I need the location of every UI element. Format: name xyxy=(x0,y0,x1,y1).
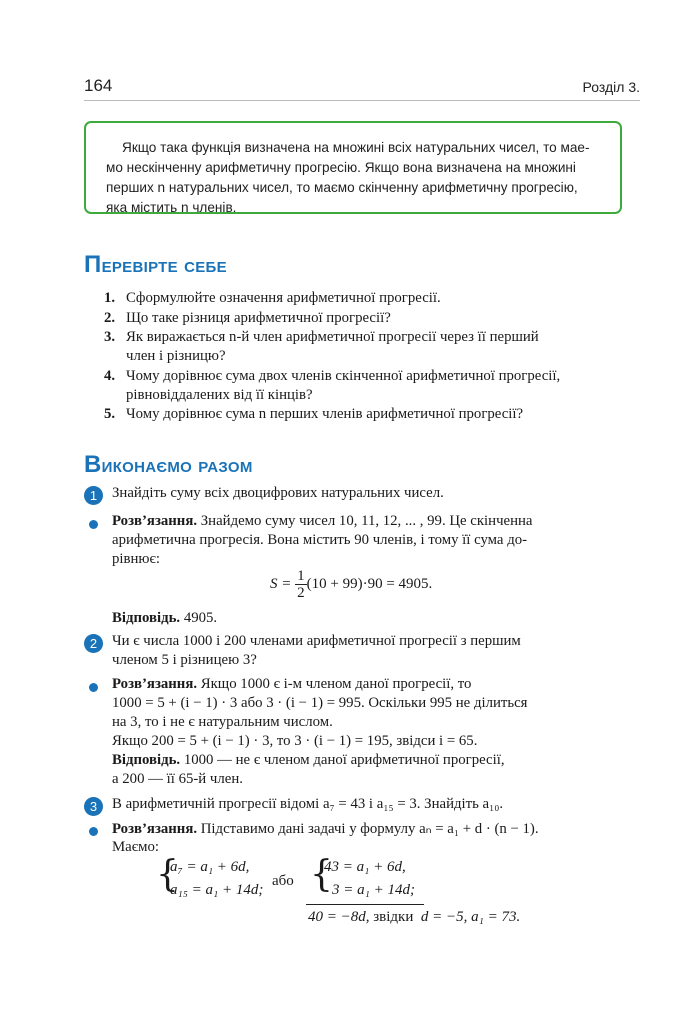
solution-text: Знайдемо суму чисел 10, 11, 12, ... , 99. Це скінченна xyxy=(197,513,533,529)
question-item xyxy=(104,308,391,328)
result-equation: 40 = −8d, xyxy=(308,909,370,925)
question-item xyxy=(104,288,441,308)
formula-lhs: S = xyxy=(270,575,292,592)
note-line: мо нескінченну арифметичну прогресію. Якщо вона визначена на множині xyxy=(106,160,576,175)
question-number: 4. xyxy=(104,368,116,384)
solution-line: арифметична прогресія. Вона містить 90 членів, і тому її сума до- xyxy=(112,532,528,548)
question-text: Як виражається n-й член арифметичної прогресії через її перший xyxy=(126,329,539,345)
note-line: яка містить n членів. xyxy=(106,200,237,215)
result-word: звідки xyxy=(369,909,414,925)
answer-line: а 200 — її 65-й член. xyxy=(112,771,243,787)
solution-line: 1000 = 5 + (i − 1) · 3 або 3 · (i − 1) = 995. Оскільки 995 не ділиться xyxy=(112,695,528,711)
heading-initial: В xyxy=(84,451,102,478)
solution-line xyxy=(112,820,539,838)
or-word: або xyxy=(272,873,294,889)
solution-label: Розв’язання. xyxy=(112,513,198,529)
answer-line xyxy=(112,752,505,769)
solution-line xyxy=(112,513,533,530)
question-item xyxy=(104,404,523,424)
solution-text: Підставимо дані задачі у формулу aₙ = a₁ + d · (n − 1). xyxy=(197,821,539,837)
heading-rest: еревірте себе xyxy=(101,254,227,277)
question-number: 1. xyxy=(104,290,116,306)
example-number-badge: 1 xyxy=(84,486,103,505)
question-number: 2. xyxy=(104,310,116,326)
fraction-denominator: 2 xyxy=(297,585,305,601)
do-together-heading xyxy=(84,451,253,479)
solution-line: рівнює: xyxy=(112,551,160,567)
result-values: d = −5, a₁ = 73. xyxy=(420,909,521,925)
example-task: Знайдіть суму всіх двоцифрових натуральних чисел. xyxy=(112,485,444,501)
fraction xyxy=(295,568,307,601)
note-line: перших n натуральних чисел, то маємо скінченну арифметичну прогресію, xyxy=(106,180,578,195)
solution-bullet-icon xyxy=(89,520,98,529)
example-task: Чи є числа 1000 і 200 членами арифметичної прогресії з першим xyxy=(112,633,521,649)
solution-line: на 3, то i не є натуральним числом. xyxy=(112,714,333,730)
solution-line xyxy=(112,676,471,693)
solution-line: Маємо: xyxy=(112,839,159,855)
example-number-badge: 3 xyxy=(84,797,103,816)
solution-label: Розв’язання. xyxy=(112,676,198,692)
answer-line xyxy=(112,610,217,627)
answer-label: Відповідь. xyxy=(112,752,181,768)
solution-bullet-icon xyxy=(89,683,98,692)
note-line: Якщо така функція визначена на множині всіх натуральних чисел, то мае- xyxy=(122,140,590,155)
question-number: 3. xyxy=(104,329,116,345)
system-brace: { xyxy=(156,854,179,895)
question-text: Чому дорівнює сума n перших членів арифметичної прогресії? xyxy=(126,406,524,422)
sum-formula xyxy=(270,568,432,601)
header-divider xyxy=(84,100,640,101)
subtraction-line xyxy=(306,904,424,905)
example-task: членом 5 і різницею 3? xyxy=(112,652,257,668)
solution-bullet-icon xyxy=(89,827,98,836)
question-text: Чому дорівнює сума двох членів скінченної арифметичної прогресії, xyxy=(126,368,561,384)
system-equation: 3 = a₁ + 14d; xyxy=(332,882,415,898)
answer-value: 1000 — не є членом даної арифметичної прогресії, xyxy=(180,752,505,768)
example-task: В арифметичній прогресії відомі a₇ = 43 і a₁₅ = 3. Знайдіть a₁₀. xyxy=(112,796,504,812)
check-yourself-heading xyxy=(84,251,227,279)
system-equation: a₇ = a₁ + 6d, xyxy=(170,859,250,875)
page-number: 164 xyxy=(84,76,113,95)
question-text: Що таке різниця арифметичної прогресії? xyxy=(126,310,391,326)
formula-rhs: (10 + 99)·90 = 4905. xyxy=(306,575,433,592)
system-equation: a₁₅ = a₁ + 14d; xyxy=(170,882,264,898)
solution-line: Якщо 200 = 5 + (i − 1) · 3, то 3 · (i − 1) = 195, звідси i = 65. xyxy=(112,733,478,749)
fraction-numerator: 1 xyxy=(297,568,305,584)
solution-label: Розв’язання. xyxy=(112,821,198,837)
question-item xyxy=(104,366,560,386)
system-equation: 43 = a₁ + 6d, xyxy=(324,859,406,875)
question-number: 5. xyxy=(104,406,116,422)
system-result xyxy=(308,909,520,926)
question-text-cont: рівновіддалених від її кінців? xyxy=(126,387,313,403)
heading-rest: иконаємо разом xyxy=(101,454,253,477)
definition-note-box xyxy=(84,121,622,214)
heading-initial: П xyxy=(84,251,102,278)
answer-label: Відповідь. xyxy=(112,610,181,626)
section-label: Розділ 3. xyxy=(582,79,640,95)
system-brace: { xyxy=(310,854,333,895)
solution-text: Якщо 1000 є i-м членом даної прогресії, то xyxy=(197,676,472,692)
example-number-badge: 2 xyxy=(84,634,103,653)
question-item xyxy=(104,327,539,347)
question-text: Сформулюйте означення арифметичної прогресії. xyxy=(126,290,441,306)
answer-value: 4905. xyxy=(180,610,218,626)
question-text-cont: член і різницю? xyxy=(126,348,226,364)
